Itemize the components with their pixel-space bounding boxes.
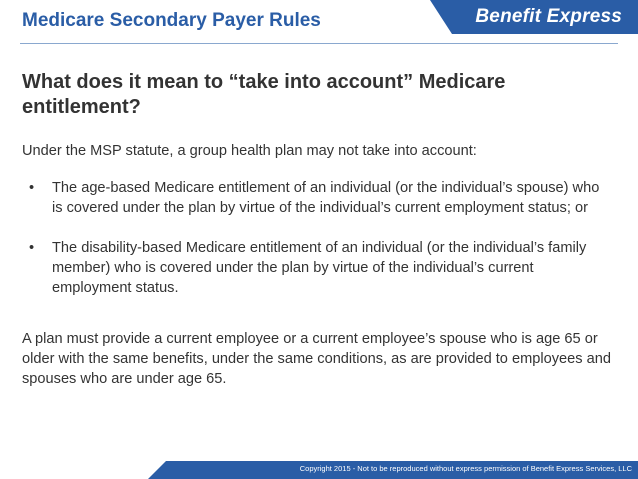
closing-paragraph: A plan must provide a current employee or a current employee’s spouse who is age 65 or older with the same benefits, under the same conditions, as are provided to employees and spouses who are under age 65. [22, 331, 611, 387]
header-title: Medicare Secondary Payer Rules [22, 10, 321, 31]
header-divider [20, 43, 618, 44]
bullet-text: The disability-based Medicare entitlement of an individual (or the individual’s family member) who is covered under the plan by virtue of the individual’s current employment status. [52, 240, 587, 296]
brand-logo: Benefit Express [475, 6, 622, 27]
intro-text: Under the MSP statute, a group health plan may not take into account: [22, 143, 477, 159]
bullet-list [22, 178, 602, 318]
bullet-dot-icon: • [29, 240, 35, 256]
slide-heading: What does it mean to “take into account” Medicare entitlement? [22, 71, 506, 118]
brand-banner [420, 0, 638, 34]
copyright-text: Copyright 2015 - Not to be reproduced without express permission of Benefit Express Services, LLC [299, 464, 632, 473]
bullet-text: The age-based Medicare entitlement of an individual (or the individual’s spouse) who is covered under the plan by virtue of the individual’s current employment status; or [52, 180, 600, 216]
bullet-item [22, 178, 602, 218]
bullet-item [22, 238, 602, 298]
footer-banner [148, 461, 638, 479]
bullet-dot-icon: • [29, 180, 35, 196]
